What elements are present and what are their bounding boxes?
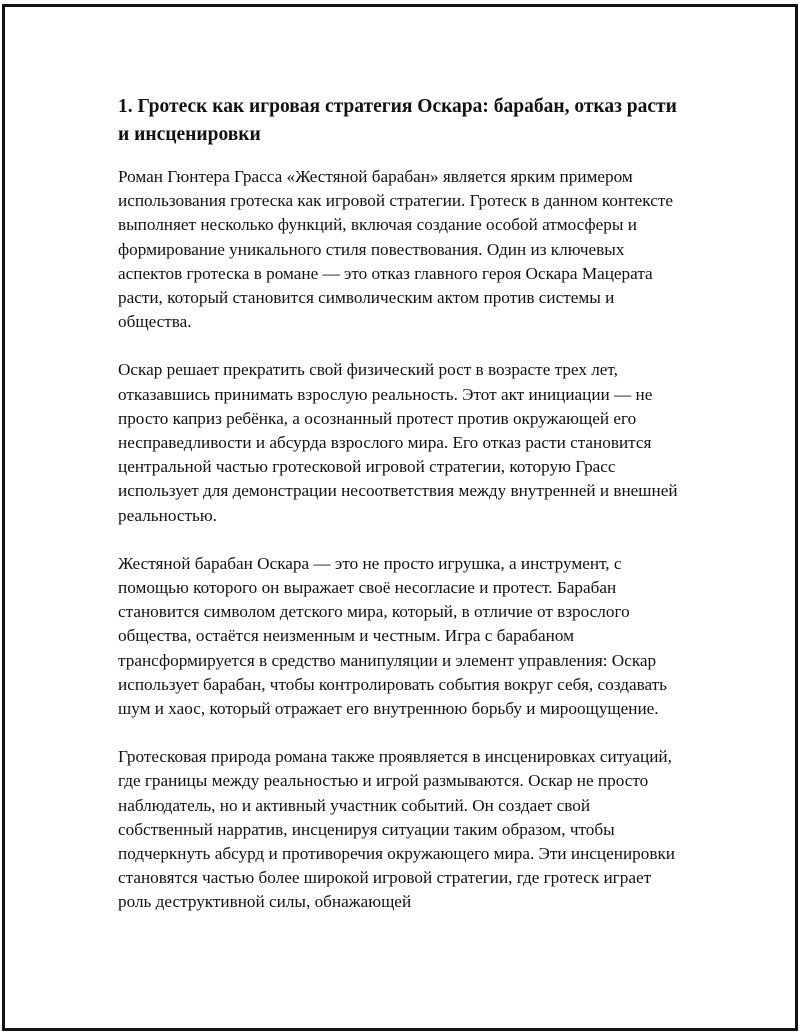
paragraph-3: Жестяной барабан Оскара — это не просто игрушка, а инструмент, с помощью которого он выражает своё несогласие и протест. Барабан становится символом детского мира, который, в отличие от взрослого общества, остаётся неизменным и честным. Игра с барабаном трансформируется в средство манипуляции и элемент управления: Оскар использует барабан, чтобы контролировать события вокруг себя, создавать шум и хаос, который отражает его внутреннюю борьбу и мироощущение. — [118, 553, 667, 719]
paragraph-2: Оскар решает прекратить свой физический рост в возрасте трех лет, отказавшись принимать взрослую реальность. Этот акт инициации — не просто каприз ребёнка, а осознанный протест против окружающей его несправедливости и абсурда взрослого мира. Его отказ расти становится центральной частью гротесковой игровой стратегии, которую Грасс использует для демонстрации несоответствия между внутренней и внешней реальностью. — [118, 360, 678, 525]
paragraph-1: Роман Гюнтера Грасса «Жестяной барабан» является ярким примером использования гротеска как игровой стратегии. Гротеск в данном контексте выполняет несколько функций, включая создание особой атмосферы и формирование уникального стиля повествования. Один из ключевых аспектов гротеска в романе — это отказ главного героя Оскара Мацерата расти, который становится символическим актом против системы и общества. — [118, 167, 673, 332]
section-heading: 1. Гротеск как игровая стратегия Оскара: барабан, отказ расти и инсценировки — [118, 96, 677, 145]
paragraph-4: Гротесковая природа романа также проявляется в инсценировках ситуаций, где границы между реальностью и игрой размываются. Оскар не просто наблюдатель, но и активный участник событий. Он создает свой собственный нарратив, инсценируя ситуации таким образом, чтобы подчеркнуть абсурд и противоречия окружающего мира. Эти инсценировки становятся частью более широкой игровой стратегии, где гротеск играет роль деструктивной силы, обнажающей — [118, 747, 676, 912]
document-body — [118, 93, 684, 939]
